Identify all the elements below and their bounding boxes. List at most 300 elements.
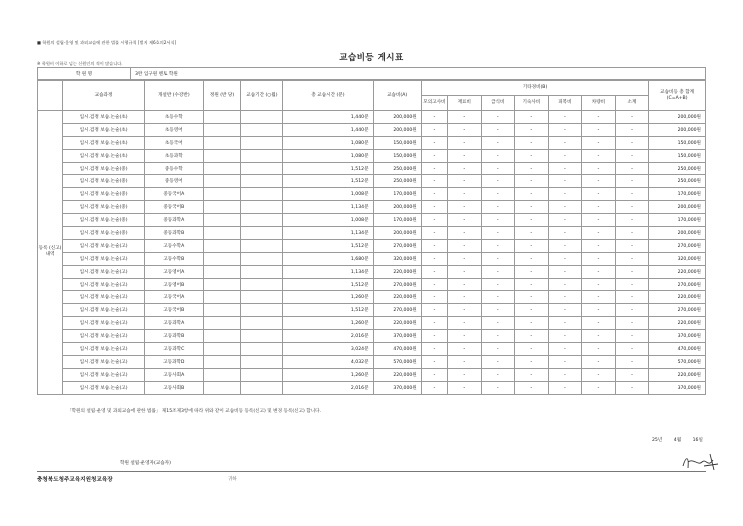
grand-total-cell: 270,000원 [649, 239, 706, 252]
class-cell: 초등국어 [144, 136, 203, 149]
grand-total-cell: 370,000원 [649, 330, 706, 343]
other-cost-cell: - [421, 201, 447, 214]
other-cost-cell: - [582, 278, 616, 291]
other-cost-cell: - [515, 381, 549, 394]
other-cost-cell: - [582, 201, 616, 214]
other-cost-cell: - [548, 330, 582, 343]
other-cost-cell: - [447, 227, 481, 240]
other-cost-cell: - [615, 136, 649, 149]
other-cost-cell: - [515, 355, 549, 368]
date-month: 4월 [673, 438, 682, 443]
period-cell [241, 136, 283, 149]
total-time-cell: 1,440분 [283, 111, 373, 124]
other-cost-cell: - [421, 278, 447, 291]
course-cell: 입시.검정 보습.논술(초) [63, 136, 145, 149]
other-cost-cell: - [515, 239, 549, 252]
total-time-cell: 1,080분 [283, 149, 373, 162]
total-time-cell: 1,260분 [283, 368, 373, 381]
course-cell: 입시.검정 보습.논술(고) [63, 291, 145, 304]
table-row [38, 368, 706, 381]
other-cost-cell: - [515, 368, 549, 381]
tuition-cell: 250,000원 [373, 162, 421, 175]
period-cell [241, 239, 283, 252]
grand-total-cell: 200,000원 [649, 201, 706, 214]
course-cell: 입시.검정 보습.논술(고) [63, 239, 145, 252]
other-cost-cell: - [515, 162, 549, 175]
grand-total-cell: 170,000원 [649, 188, 706, 201]
tuition-cell: 570,000원 [373, 355, 421, 368]
capacity-cell [203, 239, 241, 252]
grand-total-cell: 470,000원 [649, 343, 706, 356]
total-time-cell: 1,008분 [283, 214, 373, 227]
class-cell: 고등영어A [144, 265, 203, 278]
other-cost-cell: - [481, 265, 515, 278]
other-cost-cell: - [548, 368, 582, 381]
table-row [38, 265, 706, 278]
other-cost-cell: - [582, 381, 616, 394]
period-cell [241, 278, 283, 291]
other-cost-cell: - [481, 291, 515, 304]
other-cost-cell: - [548, 343, 582, 356]
other-cost-cell: - [447, 252, 481, 265]
other-cost-cell: - [548, 291, 582, 304]
grand-total-cell: 570,000원 [649, 355, 706, 368]
total-time-cell: 1,512분 [283, 239, 373, 252]
total-time-cell: 1,134분 [283, 227, 373, 240]
capacity-cell [203, 291, 241, 304]
other-costs-header: 기타경비(B) [421, 81, 649, 96]
table-row [38, 278, 706, 291]
class-cell: 고등영어B [144, 278, 203, 291]
capacity-cell [203, 188, 241, 201]
other-cost-cell: - [421, 111, 447, 124]
other-cost-cell: - [515, 123, 549, 136]
other-cost-cell: - [582, 317, 616, 330]
other-cost-cell: - [481, 201, 515, 214]
other-cost-cell: - [447, 291, 481, 304]
other-cost-cell: - [421, 368, 447, 381]
other-cost-cell: - [582, 239, 616, 252]
course-cell: 입시.검정 보습.논술(중) [63, 214, 145, 227]
capacity-cell [203, 368, 241, 381]
capacity-cell [203, 265, 241, 278]
course-cell: 입시.검정 보습.논술(고) [63, 381, 145, 394]
tuition-header: 교습비(A) [373, 81, 421, 111]
academy-label: 학 원 명 [38, 68, 131, 80]
class-cell: 중등과학B [144, 227, 203, 240]
capacity-cell [203, 355, 241, 368]
other-cost-cell: - [582, 188, 616, 201]
table-row [38, 252, 706, 265]
grand-total-cell: 270,000원 [649, 278, 706, 291]
course-cell: 입시.검정 보습.논술(초) [63, 123, 145, 136]
other-cost-cell: - [548, 201, 582, 214]
tuition-cell: 200,000원 [373, 123, 421, 136]
total-time-cell: 1,134분 [283, 265, 373, 278]
total-time-cell: 4,032분 [283, 355, 373, 368]
class-cell: 중등과학A [144, 214, 203, 227]
capacity-cell [203, 162, 241, 175]
academy-name: 3완 입구원 멘토 학원 [131, 68, 706, 80]
table-row [38, 239, 706, 252]
other-cost-cell: - [515, 214, 549, 227]
other-cost-cell: - [515, 149, 549, 162]
other-cost-cell: - [615, 162, 649, 175]
class-cell: 고등사회A [144, 368, 203, 381]
other-cost-cell: - [481, 162, 515, 175]
tuition-cell: 170,000원 [373, 214, 421, 227]
other-cost-cell: - [421, 355, 447, 368]
tuition-cell: 370,000원 [373, 330, 421, 343]
date-year: 25년 [652, 438, 663, 443]
capacity-cell [203, 214, 241, 227]
class-cell: 중등영어 [144, 175, 203, 188]
other-cost-cell: - [615, 111, 649, 124]
other-cost-cell: - [481, 136, 515, 149]
other-cost-cell: - [421, 162, 447, 175]
other-cost-cell: - [615, 304, 649, 317]
other-cost-cell: - [515, 136, 549, 149]
other-cost-cell: - [421, 149, 447, 162]
other-cost-cell: - [481, 355, 515, 368]
tuition-cell: 220,000원 [373, 368, 421, 381]
course-cell: 입시.검정 보습.논술(고) [63, 278, 145, 291]
total-time-cell: 1,440분 [283, 123, 373, 136]
grand-total-cell: 170,000원 [649, 214, 706, 227]
tuition-cell: 270,000원 [373, 304, 421, 317]
other-cost-cell: - [421, 227, 447, 240]
other-cost-cell: - [447, 368, 481, 381]
tuition-cell: 220,000원 [373, 317, 421, 330]
grand-total-cell: 270,000원 [649, 304, 706, 317]
other-cost-cell: - [481, 330, 515, 343]
grand-total-cell: 200,000원 [649, 123, 706, 136]
other-cost-cell: - [421, 252, 447, 265]
course-cell: 입시.검정 보습.논술(중) [63, 188, 145, 201]
tuition-cell: 270,000원 [373, 278, 421, 291]
other-cost-cell: - [548, 239, 582, 252]
tuition-cell: 200,000원 [373, 201, 421, 214]
class-cell: 고등수학A [144, 239, 203, 252]
capacity-cell [203, 317, 241, 330]
other-cost-cell: - [548, 136, 582, 149]
period-cell [241, 265, 283, 278]
total-time-cell: 1,512분 [283, 175, 373, 188]
other-cost-cell: - [548, 111, 582, 124]
other-cost-cell: - [481, 227, 515, 240]
total-time-cell: 1,260분 [283, 317, 373, 330]
tuition-cell: 170,000원 [373, 188, 421, 201]
course-cell: 입시.검정 보습.논술(고) [63, 265, 145, 278]
other-cost-cell: - [615, 330, 649, 343]
other-cost-cell: - [481, 123, 515, 136]
registration-label: 등록 (신고) 내역 [38, 111, 63, 395]
other-cost-cell: - [515, 343, 549, 356]
period-cell [241, 162, 283, 175]
other-cost-cell: - [421, 343, 447, 356]
capacity-cell [203, 278, 241, 291]
total-time-cell: 1,512분 [283, 162, 373, 175]
grand-total-cell: 220,000원 [649, 368, 706, 381]
other-cost-cell: - [447, 123, 481, 136]
other-cost-cell: - [615, 368, 649, 381]
form-reference: ■ 학원의 설립·운영 및 과외교습에 관한 법률 시행규칙 [별지 제6호의2서식] [37, 40, 177, 45]
grand-total-cell: 220,000원 [649, 291, 706, 304]
other-cost-cell: - [582, 175, 616, 188]
tuition-cell: 270,000원 [373, 239, 421, 252]
dormitory-header: 기숙사비 [515, 96, 549, 111]
meals-header: 급식비 [481, 96, 515, 111]
table-row [38, 162, 706, 175]
other-cost-cell: - [582, 149, 616, 162]
other-cost-cell: - [515, 291, 549, 304]
other-cost-cell: - [548, 227, 582, 240]
other-cost-cell: - [615, 278, 649, 291]
capacity-cell [203, 136, 241, 149]
grand-total-cell: 150,000원 [649, 149, 706, 162]
other-cost-cell: - [548, 214, 582, 227]
course-cell: 입시.검정 보습.논술(중) [63, 201, 145, 214]
period-cell [241, 304, 283, 317]
other-cost-cell: - [421, 175, 447, 188]
other-cost-cell: - [582, 355, 616, 368]
other-cost-cell: - [447, 111, 481, 124]
other-cost-cell: - [447, 175, 481, 188]
other-cost-cell: - [615, 149, 649, 162]
tuition-table-body [38, 111, 706, 395]
class-cell: 고등과학C [144, 343, 203, 356]
period-cell [241, 381, 283, 394]
course-cell: 입시.검정 보습.논술(초) [63, 111, 145, 124]
other-cost-cell: - [421, 304, 447, 317]
course-cell: 입시.검정 보습.논술(고) [63, 317, 145, 330]
other-cost-cell: - [447, 265, 481, 278]
course-cell: 입시.검정 보습.논술(고) [63, 368, 145, 381]
other-cost-cell: - [548, 162, 582, 175]
capacity-cell [203, 175, 241, 188]
period-header: 교습기간 (○월) [241, 81, 283, 111]
legal-statement: 「학원의 설립·운영 및 과외교습에 관한 법률」 제15조제3항에 따라 위와 같이 교습비등 등록(신고) 및 변경 등록(신고) 합니다. [67, 409, 322, 414]
class-header: 개설반 (수강반) [144, 81, 203, 111]
class-cell: 고등국어B [144, 304, 203, 317]
other-cost-cell: - [515, 175, 549, 188]
other-cost-cell: - [548, 123, 582, 136]
other-cost-cell: - [615, 239, 649, 252]
class-cell: 고등사회B [144, 381, 203, 394]
other-cost-cell: - [481, 304, 515, 317]
course-cell: 입시.검정 보습.논술(중) [63, 227, 145, 240]
other-cost-cell: - [548, 149, 582, 162]
course-cell: 입시.검정 보습.논술(고) [63, 252, 145, 265]
tuition-cell: 470,000원 [373, 343, 421, 356]
recipient-office: 충청북도청주교육지원청교육장 [37, 477, 113, 483]
table-row [38, 175, 706, 188]
other-cost-cell: - [447, 355, 481, 368]
table-row [38, 381, 706, 394]
table-row [38, 123, 706, 136]
other-cost-cell: - [615, 355, 649, 368]
other-cost-cell: - [421, 330, 447, 343]
table-row [38, 355, 706, 368]
other-cost-cell: - [615, 291, 649, 304]
other-cost-cell: - [515, 201, 549, 214]
class-cell: 고등수학B [144, 252, 203, 265]
signature-image [680, 450, 720, 478]
other-cost-cell: - [447, 343, 481, 356]
period-cell [241, 317, 283, 330]
other-cost-cell: - [582, 265, 616, 278]
other-cost-cell: - [447, 330, 481, 343]
capacity-cell [203, 123, 241, 136]
other-cost-cell: - [447, 304, 481, 317]
period-cell [241, 227, 283, 240]
capacity-cell [203, 381, 241, 394]
period-cell [241, 252, 283, 265]
page-title: 교습비등 게시표 [339, 53, 404, 63]
other-cost-cell: - [481, 381, 515, 394]
grand-total-header: 교습비등 총 합계 (C=A+B) [649, 81, 706, 111]
other-cost-cell: - [481, 239, 515, 252]
total-time-header: 총 교습시간 (분) [283, 81, 373, 111]
table-row [38, 343, 706, 356]
other-cost-cell: - [421, 188, 447, 201]
class-cell: 고등국어A [144, 291, 203, 304]
other-cost-cell: - [582, 343, 616, 356]
other-cost-cell: - [481, 111, 515, 124]
table-row [38, 227, 706, 240]
grand-total-cell: 220,000원 [649, 317, 706, 330]
other-cost-cell: - [582, 214, 616, 227]
other-cost-cell: - [481, 188, 515, 201]
total-time-cell: 1,512분 [283, 278, 373, 291]
course-cell: 입시.검정 보습.논술(고) [63, 355, 145, 368]
honorific: 귀하 [228, 477, 237, 482]
capacity-cell [203, 330, 241, 343]
other-cost-cell: - [548, 278, 582, 291]
period-cell [241, 355, 283, 368]
registration-header [38, 81, 63, 111]
other-cost-cell: - [582, 227, 616, 240]
class-cell: 초등영어 [144, 123, 203, 136]
other-cost-cell: - [615, 188, 649, 201]
period-cell [241, 123, 283, 136]
class-cell: 고등과학A [144, 317, 203, 330]
other-cost-cell: - [515, 278, 549, 291]
other-cost-cell: - [582, 291, 616, 304]
grand-total-cell: 220,000원 [649, 265, 706, 278]
capacity-cell [203, 252, 241, 265]
total-time-cell: 1,080분 [283, 136, 373, 149]
period-cell [241, 149, 283, 162]
table-row [38, 317, 706, 330]
period-cell [241, 175, 283, 188]
other-cost-cell: - [548, 304, 582, 317]
other-cost-cell: - [447, 162, 481, 175]
class-cell: 고등과학B [144, 330, 203, 343]
other-cost-cell: - [548, 265, 582, 278]
other-cost-cell: - [615, 123, 649, 136]
materials-header: 재료비 [447, 96, 481, 111]
total-time-cell: 1,134분 [283, 201, 373, 214]
other-cost-cell: - [447, 188, 481, 201]
capacity-header: 정원 (반 당) [203, 81, 241, 111]
other-cost-cell: - [481, 278, 515, 291]
course-header: 교습과정 [63, 81, 145, 111]
capacity-cell [203, 201, 241, 214]
capacity-cell [203, 111, 241, 124]
other-cost-cell: - [515, 265, 549, 278]
other-cost-cell: - [481, 252, 515, 265]
other-cost-cell: - [582, 162, 616, 175]
other-cost-cell: - [582, 252, 616, 265]
period-cell [241, 368, 283, 381]
other-cost-cell: - [615, 227, 649, 240]
uniform-header: 피복비 [548, 96, 582, 111]
other-cost-cell: - [515, 188, 549, 201]
grand-total-cell: 320,000원 [649, 252, 706, 265]
academy-name-table [37, 67, 706, 80]
other-cost-cell: - [515, 227, 549, 240]
other-cost-cell: - [515, 304, 549, 317]
course-cell: 입시.검정 보습.논술(고) [63, 343, 145, 356]
total-time-cell: 1,512분 [283, 304, 373, 317]
other-cost-cell: - [421, 123, 447, 136]
other-cost-cell: - [615, 265, 649, 278]
date-day: 16일 [692, 438, 703, 443]
table-row [38, 136, 706, 149]
other-cost-cell: - [615, 175, 649, 188]
total-time-cell: 1,008분 [283, 188, 373, 201]
other-cost-cell: - [548, 252, 582, 265]
other-cost-cell: - [447, 239, 481, 252]
other-cost-cell: - [481, 149, 515, 162]
grand-total-cell: 200,000원 [649, 111, 706, 124]
grand-total-cell: 370,000원 [649, 381, 706, 394]
tuition-cell: 200,000원 [373, 227, 421, 240]
tuition-cell: 150,000원 [373, 149, 421, 162]
class-cell: 중등수학 [144, 162, 203, 175]
period-cell [241, 201, 283, 214]
grand-total-cell: 250,000원 [649, 175, 706, 188]
tuition-cell: 250,000원 [373, 175, 421, 188]
course-cell: 입시.검정 보습.논술(초) [63, 149, 145, 162]
other-cost-cell: - [582, 330, 616, 343]
class-cell: 고등과학D [144, 355, 203, 368]
table-row [38, 214, 706, 227]
other-cost-cell: - [447, 317, 481, 330]
course-cell: 입시.검정 보습.논술(고) [63, 304, 145, 317]
other-cost-cell: - [481, 368, 515, 381]
other-cost-cell: - [447, 278, 481, 291]
grand-total-cell: 250,000원 [649, 162, 706, 175]
period-cell [241, 188, 283, 201]
other-cost-cell: - [515, 111, 549, 124]
course-cell: 입시.검정 보습.논술(중) [63, 162, 145, 175]
table-row [38, 304, 706, 317]
table-row [38, 291, 706, 304]
course-cell: 입시.검정 보습.논술(고) [63, 330, 145, 343]
tuition-cell: 150,000원 [373, 136, 421, 149]
establisher-label: 학원 설립·운영자(교습자) [120, 461, 171, 466]
period-cell [241, 343, 283, 356]
vehicle-header: 차량비 [582, 96, 616, 111]
other-cost-cell: - [481, 317, 515, 330]
table-row [38, 149, 706, 162]
capacity-cell [203, 149, 241, 162]
notice-text: ※ 학원비 이하로 넘는 신원인의 적이 많습니다. [37, 61, 123, 66]
other-cost-cell: - [421, 317, 447, 330]
other-cost-cell: - [548, 355, 582, 368]
